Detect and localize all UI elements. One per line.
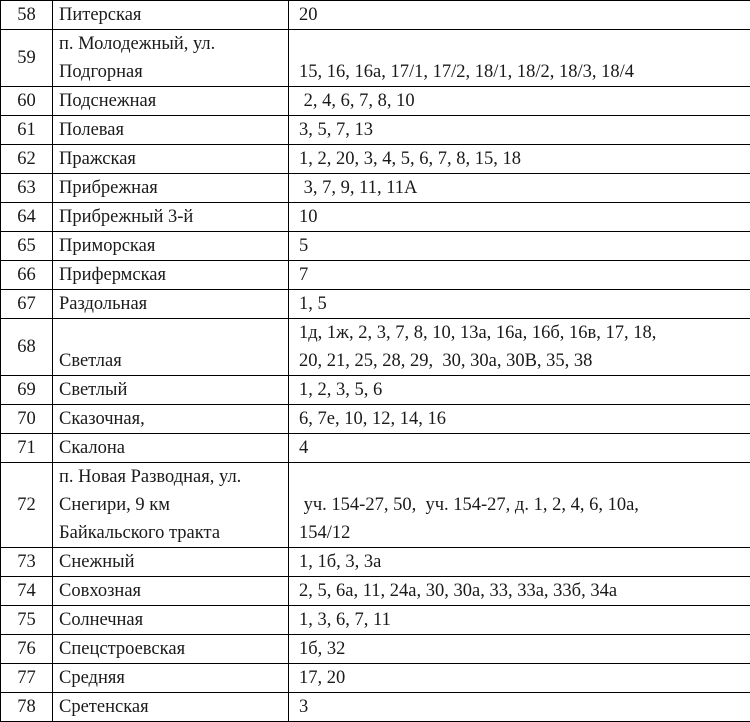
house-numbers: 3	[289, 693, 750, 722]
street-name: Светлый	[53, 376, 289, 405]
row-number: 59	[1, 30, 53, 87]
street-name: Сказочная,	[53, 405, 289, 434]
street-name: Сретенская	[53, 693, 289, 722]
row-number: 58	[1, 1, 53, 30]
row-number: 74	[1, 577, 53, 606]
house-numbers: 15, 16, 16а, 17/1, 17/2, 18/1, 18/2, 18/3, 18/4	[289, 30, 750, 87]
row-number: 71	[1, 434, 53, 463]
house-numbers: 3, 7, 9, 11, 11А	[289, 174, 750, 203]
house-numbers: 1б, 32	[289, 635, 750, 664]
table-row	[1, 577, 750, 606]
house-numbers: 17, 20	[289, 664, 750, 693]
table-row	[1, 1, 750, 30]
table-row	[1, 548, 750, 577]
street-name: Приморская	[53, 232, 289, 261]
street-name: Питерская	[53, 1, 289, 30]
house-numbers: 2, 5, 6а, 11, 24а, 30, 30а, 33, 33а, 33б, 34а	[289, 577, 750, 606]
row-number: 78	[1, 693, 53, 722]
row-number: 76	[1, 635, 53, 664]
row-number: 77	[1, 664, 53, 693]
row-number: 69	[1, 376, 53, 405]
house-numbers: 1, 1б, 3, 3а	[289, 548, 750, 577]
house-numbers: уч. 154-27, 50, уч. 154-27, д. 1, 2, 4, 6, 10а, 154/12	[289, 463, 750, 548]
table-row	[1, 116, 750, 145]
house-numbers: 4	[289, 434, 750, 463]
street-name: Снежный	[53, 548, 289, 577]
street-name: Полевая	[53, 116, 289, 145]
row-number: 70	[1, 405, 53, 434]
table-row	[1, 290, 750, 319]
row-number: 73	[1, 548, 53, 577]
table-row	[1, 463, 750, 548]
house-numbers: 1д, 1ж, 2, 3, 7, 8, 10, 13а, 16а, 16б, 16в, 17, 18, 20, 21, 25, 28, 29, 30, 30а, 30В, 35, 38	[289, 319, 750, 376]
row-number: 66	[1, 261, 53, 290]
street-name: п. Новая Разводная, ул. Снегири, 9 км Байкальского тракта	[53, 463, 289, 548]
row-number: 75	[1, 606, 53, 635]
table-row	[1, 376, 750, 405]
house-numbers: 1, 2, 20, 3, 4, 5, 6, 7, 8, 15, 18	[289, 145, 750, 174]
street-name: Прибрежная	[53, 174, 289, 203]
table-row	[1, 405, 750, 434]
house-numbers: 5	[289, 232, 750, 261]
street-name: Скалона	[53, 434, 289, 463]
table-row	[1, 261, 750, 290]
row-number: 72	[1, 463, 53, 548]
row-number: 68	[1, 319, 53, 376]
table-row	[1, 693, 750, 722]
house-numbers: 7	[289, 261, 750, 290]
street-name: Прибрежный 3-й	[53, 203, 289, 232]
house-numbers: 1, 2, 3, 5, 6	[289, 376, 750, 405]
house-numbers: 6, 7е, 10, 12, 14, 16	[289, 405, 750, 434]
house-numbers: 20	[289, 1, 750, 30]
row-number: 64	[1, 203, 53, 232]
street-name: Раздольная	[53, 290, 289, 319]
row-number: 60	[1, 87, 53, 116]
row-number: 62	[1, 145, 53, 174]
table-row	[1, 87, 750, 116]
street-name: Пражская	[53, 145, 289, 174]
table-row	[1, 664, 750, 693]
table-body	[1, 1, 750, 722]
table-row	[1, 606, 750, 635]
street-name: Совхозная	[53, 577, 289, 606]
house-numbers: 1, 3, 6, 7, 11	[289, 606, 750, 635]
house-numbers: 3, 5, 7, 13	[289, 116, 750, 145]
street-name: Солнечная	[53, 606, 289, 635]
table-row	[1, 30, 750, 87]
street-name: Средняя	[53, 664, 289, 693]
table-row	[1, 174, 750, 203]
house-numbers: 2, 4, 6, 7, 8, 10	[289, 87, 750, 116]
street-name: Спецстроевская	[53, 635, 289, 664]
table-row	[1, 319, 750, 376]
row-number: 63	[1, 174, 53, 203]
street-name: Прифермская	[53, 261, 289, 290]
table-row	[1, 434, 750, 463]
house-numbers: 1, 5	[289, 290, 750, 319]
row-number: 61	[1, 116, 53, 145]
table-row	[1, 635, 750, 664]
street-name: п. Молодежный, ул. Подгорная	[53, 30, 289, 87]
table-row	[1, 203, 750, 232]
table-row	[1, 145, 750, 174]
row-number: 67	[1, 290, 53, 319]
house-numbers: 10	[289, 203, 750, 232]
row-number: 65	[1, 232, 53, 261]
table-row	[1, 232, 750, 261]
street-name: Подснежная	[53, 87, 289, 116]
street-name: Светлая	[53, 319, 289, 376]
